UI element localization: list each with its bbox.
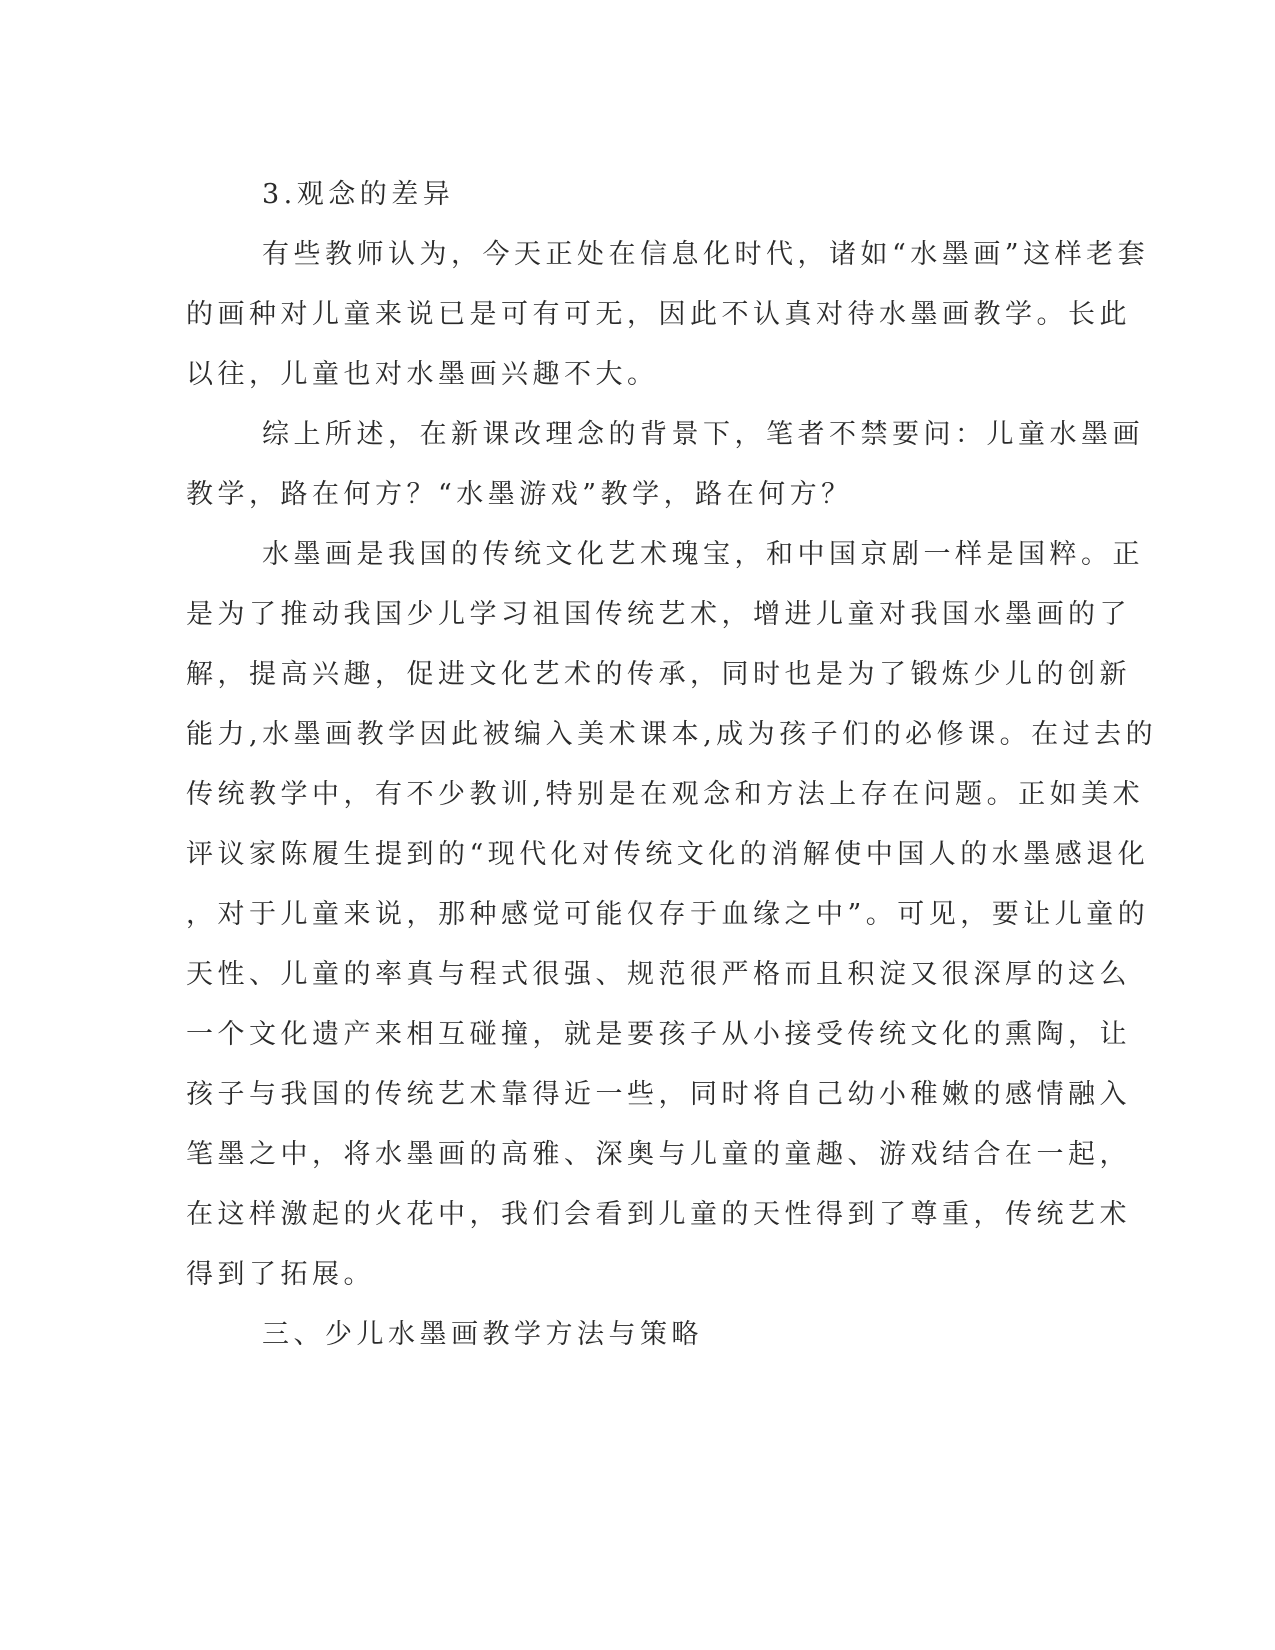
paragraph-line: 笔墨之中，将水墨画的高雅、深奥与儿童的童趣、游戏结合在一起， <box>186 1139 1131 1170</box>
paragraph-line: 水墨画是我国的传统文化艺术瑰宝，和中国京剧一样是国粹。正 <box>262 539 1144 570</box>
paragraph-line: 在这样激起的火花中，我们会看到儿童的天性得到了尊重，传统艺术 <box>186 1199 1131 1230</box>
paragraph-line: ，对于儿童来说，那种感觉可能仅存于血缘之中”。可见，要让儿童的 <box>186 899 1150 930</box>
paragraph-ink-painting-heritage <box>186 525 1158 1305</box>
subheading-concept-difference: 3.观念的差异 <box>262 179 455 210</box>
paragraph-line: 的画种对儿童来说已是可有可无，因此不认真对待水墨画教学。长此 <box>186 299 1131 330</box>
section-heading-teaching-methods: 三、少儿水墨画教学方法与策略 <box>262 1319 703 1350</box>
paragraph-summary-question <box>186 405 1144 525</box>
paragraph-teacher-views <box>186 225 1150 405</box>
paragraph-line: 有些教师认为，今天正处在信息化时代，诸如“水墨画”这样老套 <box>262 239 1150 270</box>
paragraph-line: 得到了拓展。 <box>186 1259 375 1290</box>
document-body <box>186 165 1158 1365</box>
paragraph-line: 评议家陈履生提到的“现代化对传统文化的消解使中国人的水墨感退化 <box>186 839 1150 870</box>
paragraph-line: 传统教学中，有不少教训,特别是在观念和方法上存在问题。正如美术 <box>186 779 1145 810</box>
paragraph-line: 以往，儿童也对水墨画兴趣不大。 <box>186 359 659 390</box>
paragraph-line: 一个文化遗产来相互碰撞，就是要孩子从小接受传统文化的熏陶，让 <box>186 1019 1131 1050</box>
paragraph-line: 综上所述，在新课改理念的背景下，笔者不禁要问：儿童水墨画 <box>262 419 1144 450</box>
paragraph-line: 孩子与我国的传统艺术靠得近一些，同时将自己幼小稚嫩的感情融入 <box>186 1079 1131 1110</box>
paragraph-line: 天性、儿童的率真与程式很强、规范很严格而且积淀又很深厚的这么 <box>186 959 1131 990</box>
paragraph-line: 能力,水墨画教学因此被编入美术课本,成为孩子们的必修课。在过去的 <box>186 719 1158 750</box>
paragraph-line: 教学，路在何方？“水墨游戏”教学，路在何方？ <box>186 479 853 510</box>
paragraph-line: 解，提高兴趣，促进文化艺术的传承，同时也是为了锻炼少儿的创新 <box>186 659 1131 690</box>
paragraph-line: 是为了推动我国少儿学习祖国传统艺术，增进儿童对我国水墨画的了 <box>186 599 1131 630</box>
